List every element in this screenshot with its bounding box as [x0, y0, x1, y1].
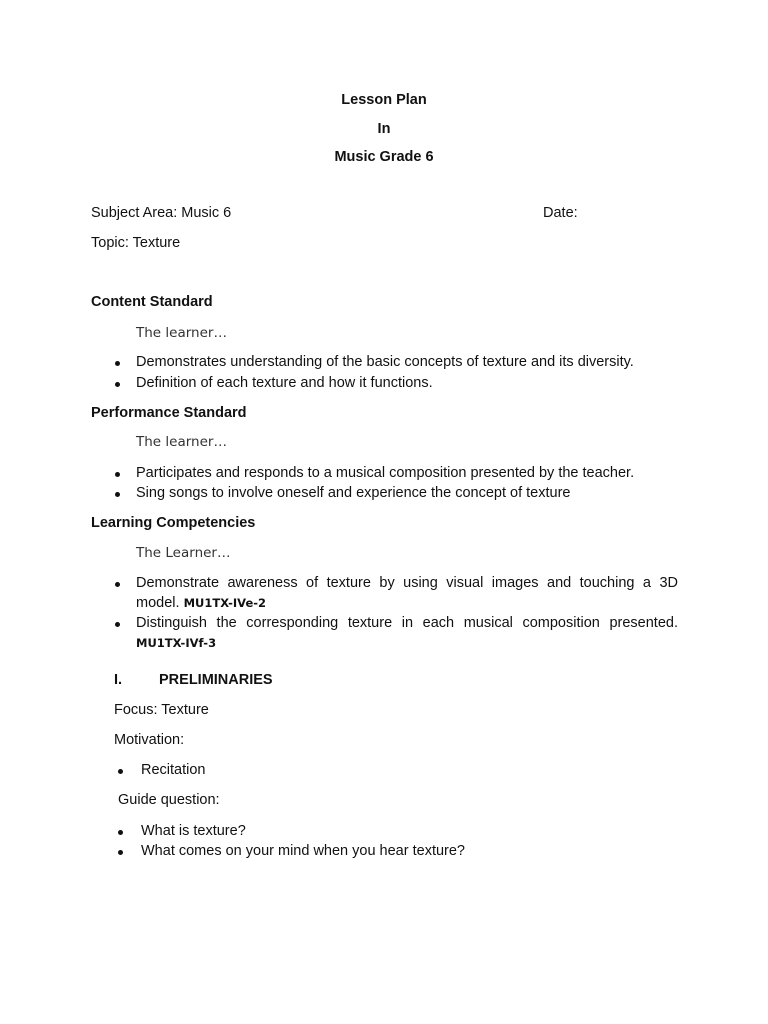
learning-competencies-intro: The Learner… — [136, 545, 231, 561]
motivation-label: Motivation: — [114, 732, 185, 748]
competency-item-1-line-2 — [136, 595, 266, 611]
content-standard-intro: The learner… — [136, 325, 227, 341]
bullet-icon — [115, 582, 120, 587]
competency-item-1-line-1: Demonstrate awareness of texture by using visual images and touching a 3D — [136, 575, 678, 591]
topic: Topic: Texture — [91, 235, 181, 251]
subject-area: Subject Area: Music 6 — [91, 205, 232, 221]
performance-standard-item: Participates and responds to a musical composition presented by the teacher. — [136, 465, 635, 481]
content-standard-item: Demonstrates understanding of the basic concepts of texture and its diversity. — [136, 354, 634, 370]
bullet-icon — [118, 850, 123, 855]
guide-item: What is texture? — [141, 823, 246, 839]
motivation-item: Recitation — [141, 762, 206, 778]
bullet-icon — [115, 472, 120, 477]
bullet-icon — [115, 361, 120, 366]
competency-item-1-text: model. — [136, 595, 180, 611]
competency-item-2-line-1: Distinguish the corresponding texture in each musical composition presented. — [136, 615, 678, 631]
title-line-2: In — [377, 121, 391, 137]
bullet-icon — [118, 769, 123, 774]
title-line-3: Music Grade 6 — [334, 149, 434, 165]
section-number: I. — [114, 672, 123, 688]
focus: Focus: Texture — [114, 702, 209, 718]
guide-question-label: Guide question: — [118, 792, 220, 808]
content-standard-heading: Content Standard — [91, 294, 213, 310]
learning-competencies-heading: Learning Competencies — [91, 515, 256, 531]
guide-item: What comes on your mind when you hear texture? — [141, 843, 465, 859]
title-line-1: Lesson Plan — [341, 92, 427, 108]
performance-standard-intro: The learner… — [136, 434, 227, 450]
preliminaries-heading: PRELIMINARIES — [159, 672, 273, 688]
bullet-icon — [115, 492, 120, 497]
performance-standard-heading: Performance Standard — [91, 405, 247, 421]
date-label: Date: — [543, 205, 578, 221]
bullet-icon — [115, 622, 120, 627]
bullet-icon — [118, 830, 123, 835]
performance-standard-item: Sing songs to involve oneself and experience the concept of texture — [136, 485, 571, 501]
bullet-icon — [115, 382, 120, 387]
competency-code: MU1TX-IVf-3 — [136, 636, 217, 650]
content-standard-item: Definition of each texture and how it functions. — [136, 375, 433, 391]
competency-code: MU1TX-IVe-2 — [183, 596, 267, 610]
